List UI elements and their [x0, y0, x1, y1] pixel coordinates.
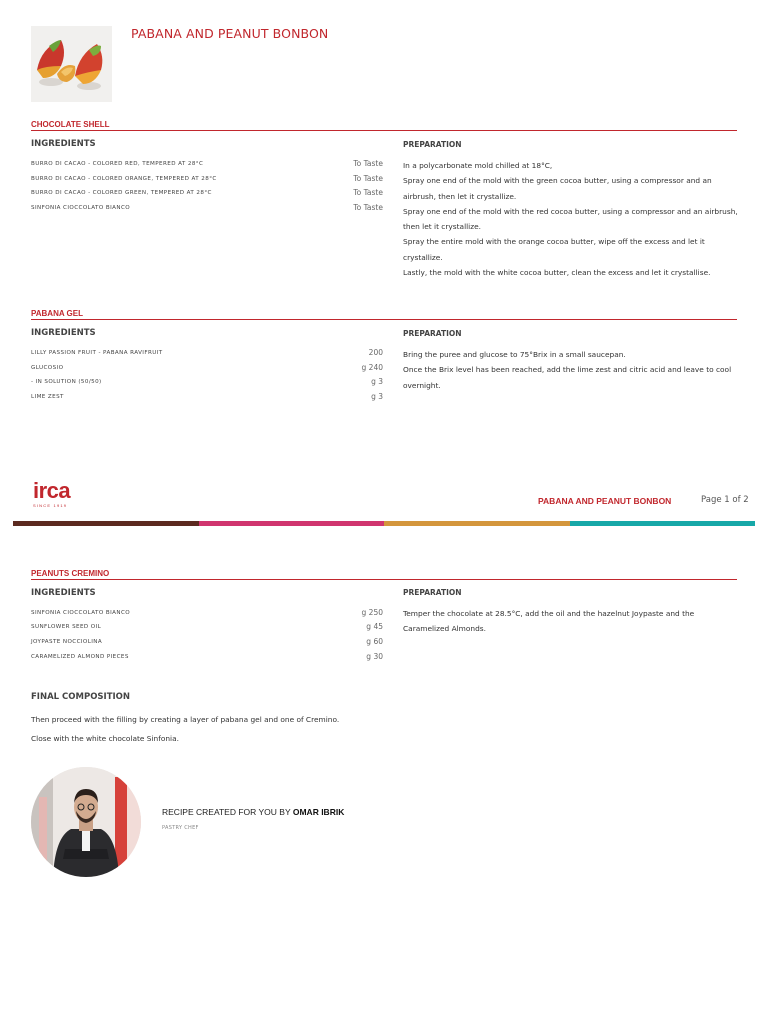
ingredient-name: LILLY PASSION FRUIT - PABANA RAVIFRUIT — [31, 350, 163, 356]
preparation-heading: PREPARATION — [403, 140, 462, 149]
preparation-step: Once the Brix level has been reached, add the lime zest and citric acid and leave to cool overnight. — [403, 365, 732, 390]
ingredient-quantity: To Taste — [353, 174, 383, 183]
preparation-step: Spray the entire mold with the orange cocoa butter, wipe off the excess and let it crystallize. — [403, 237, 705, 262]
ingredient-row — [31, 186, 386, 201]
color-bar-brown — [13, 521, 199, 526]
chef-role: PASTRY CHEF — [162, 825, 199, 831]
ingredient-name: SINFONIA CIOCCOLATO BIANCO — [31, 610, 131, 616]
preparation-text — [403, 606, 723, 637]
ingredient-quantity: To Taste — [353, 188, 383, 197]
ingredients-heading: INGREDIENTS — [31, 328, 96, 338]
ingredient-row — [31, 201, 386, 216]
ingredient-quantity: To Taste — [353, 159, 383, 168]
chef-avatar — [31, 767, 141, 877]
ingredient-name: - IN SOLUTION (50/50) — [31, 379, 102, 385]
page-number: Page 1 of 2 — [701, 495, 749, 505]
section-divider — [31, 130, 737, 131]
final-composition-line: Then proceed with the filling by creating a layer of pabana gel and one of Cremino. — [31, 715, 340, 724]
ingredient-name: CARAMELIZED ALMOND PIECES — [31, 654, 129, 660]
credit-prefix: RECIPE CREATED FOR YOU BY — [162, 807, 291, 817]
section-title-peanuts-cremino: PEANUTS CREMINO — [31, 569, 110, 578]
preparation-heading: PREPARATION — [403, 588, 462, 597]
section-divider — [31, 579, 737, 580]
ingredient-quantity: g 240 — [361, 363, 383, 372]
ingredient-row — [31, 375, 386, 390]
ingredient-row — [31, 620, 386, 635]
ingredient-row — [31, 390, 386, 405]
chef-name: OMAR IBRIK — [292, 807, 345, 817]
ingredient-name: BURRO DI CACAO - COLORED GREEN, TEMPERED AT 28°C — [31, 190, 212, 196]
logo-wordmark: irca — [33, 478, 71, 503]
bonbon-photo — [31, 26, 112, 102]
ingredient-name: BURRO DI CACAO - COLORED ORANGE, TEMPERED AT 28°C — [31, 176, 217, 182]
ingredient-quantity: 200 — [368, 348, 383, 357]
ingredient-quantity: g 30 — [366, 652, 383, 661]
irca-logo — [33, 478, 79, 513]
final-composition-heading: FINAL COMPOSITION — [31, 692, 130, 702]
ingredient-row — [31, 346, 386, 361]
preparation-step: In a polycarbonate mold chilled at 18°C, — [403, 161, 553, 170]
ingredient-quantity: g 3 — [371, 377, 383, 386]
final-composition-line: Close with the white chocolate Sinfonia. — [31, 734, 179, 743]
ingredient-quantity: g 60 — [366, 637, 383, 646]
ingredient-row — [31, 172, 386, 187]
logo-since: SINCE 1919 — [33, 503, 68, 508]
color-bar-teal — [570, 521, 755, 526]
preparation-step: Bring the puree and glucose to 75°Brix in a small saucepan. — [403, 350, 626, 359]
preparation-step: Lastly, the mold with the white cocoa butter, clean the excess and let it crystallise. — [403, 268, 711, 278]
ingredient-name: GLUCOSIO — [31, 365, 64, 371]
final-composition-text — [31, 710, 731, 748]
ingredient-name: SUNFLOWER SEED OIL — [31, 624, 102, 630]
ingredient-row — [31, 635, 386, 650]
preparation-heading: PREPARATION — [403, 329, 462, 338]
ingredient-name: JOYPASTE NOCCIOLINA — [31, 639, 103, 645]
footer-title: PABANA AND PEANUT BONBON — [538, 496, 672, 506]
ingredient-quantity: g 3 — [371, 392, 383, 401]
preparation-step: Temper the chocolate at 28.5°C, add the oil and the hazelnut Joypaste and the Caramelized Almonds. — [403, 609, 695, 634]
ingredients-heading: INGREDIENTS — [31, 139, 96, 149]
ingredient-row — [31, 650, 386, 665]
ingredient-row — [31, 361, 386, 376]
recipe-credit — [162, 807, 344, 817]
preparation-text — [403, 158, 741, 280]
section-divider — [31, 319, 737, 320]
ingredient-row — [31, 157, 386, 172]
section-title-pabana-gel: PABANA GEL — [31, 309, 83, 318]
section-title-chocolate-shell: CHOCOLATE SHELL — [31, 120, 110, 129]
ingredient-quantity: To Taste — [353, 203, 383, 212]
color-bar-orange — [384, 521, 570, 526]
ingredient-quantity: g 45 — [366, 622, 383, 631]
ingredient-name: SINFONIA CIOCCOLATO BIANCO — [31, 205, 131, 211]
color-bar-pink — [199, 521, 384, 526]
ingredients-heading: INGREDIENTS — [31, 588, 96, 598]
ingredient-name: BURRO DI CACAO - COLORED RED, TEMPERED AT 28°C — [31, 161, 204, 167]
preparation-text — [403, 347, 741, 393]
page-title: PABANA AND PEANUT BONBON — [131, 26, 329, 41]
preparation-step: Spray one end of the mold with the red cocoa butter, using a compressor and an airbrush, then let it crystallize. — [403, 206, 738, 232]
preparation-step: Spray one end of the mold with the green cocoa butter, using a compressor and an airbrush, then let it crystallize. — [403, 176, 712, 201]
ingredient-quantity: g 250 — [361, 608, 383, 617]
ingredient-name: LIME ZEST — [31, 394, 64, 400]
ingredient-row — [31, 606, 386, 621]
